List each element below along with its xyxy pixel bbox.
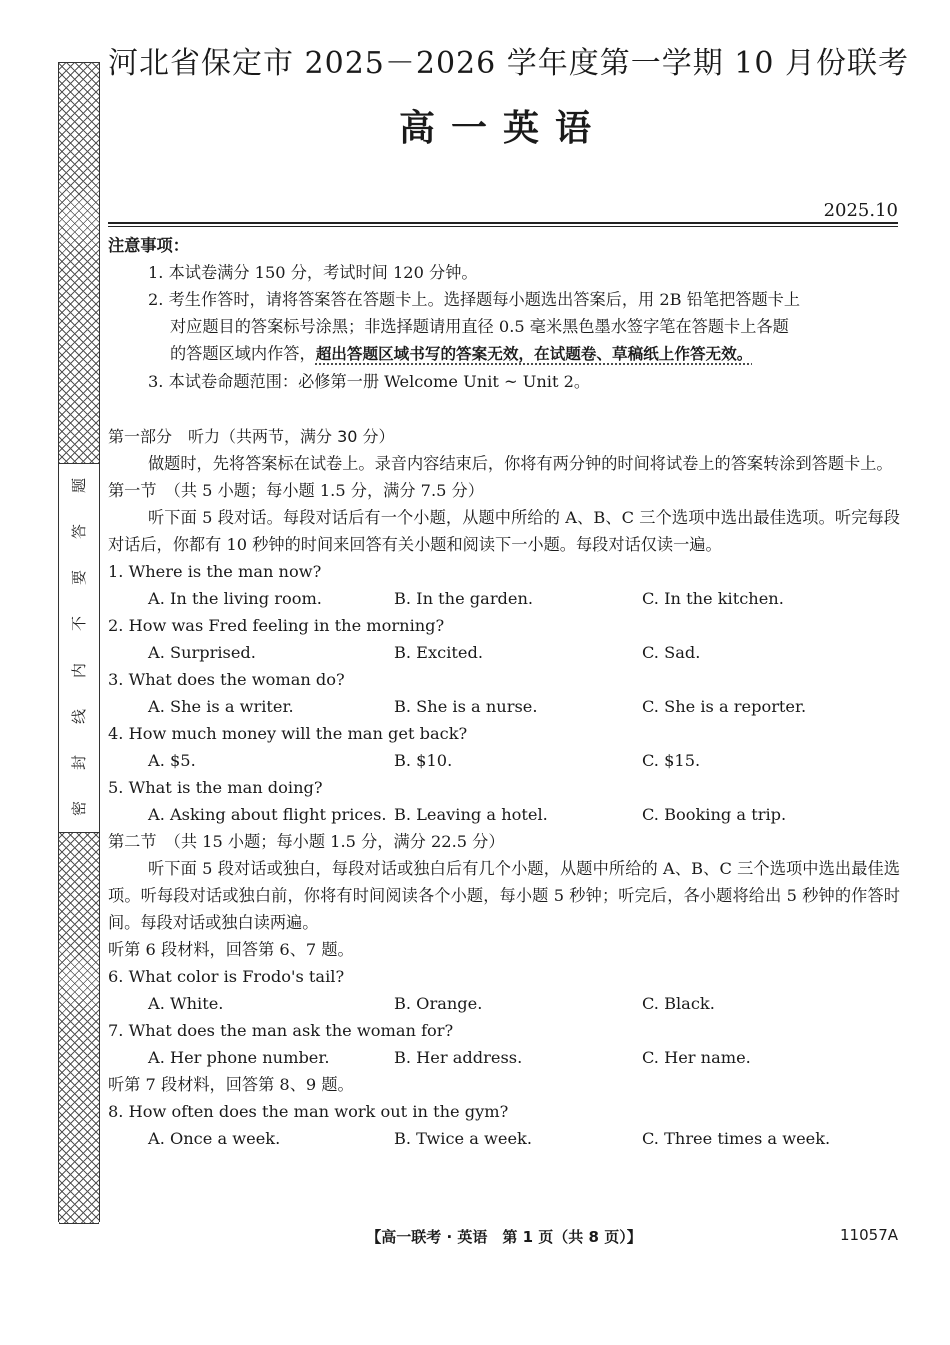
footer-page-info: 【高一联考 · 英语 第 1 页（共 8 页）】 [366,1228,642,1246]
question-stem: 5. What is the man doing? [108,778,323,797]
question-options [108,585,900,612]
decorative-pattern-bottom [59,832,99,1224]
part1-title: 第一部分 听力（共两节，满分 30 分） [108,427,395,446]
notice-item-3: 3. 本试卷命题范围：必修第一册 Welcome Unit ~ Unit 2。 [148,372,591,391]
option-b: B. Orange. [394,994,483,1013]
question-options [108,747,900,774]
option-a: A. Once a week. [148,1129,281,1148]
decorative-pattern-top [59,62,99,464]
exam-date: 2025.10 [823,200,898,221]
option-a: A. $5. [148,751,196,770]
seal-char: 要 [70,570,89,586]
option-b: B. Her address. [394,1048,523,1067]
section2-title: 第二节 （共 15 小题；每小题 1.5 分，满分 22.5 分） [108,832,505,851]
notice-text: 的答题区域内作答， [170,344,316,363]
seal-line-text [59,462,99,832]
option-c: C. In the kitchen. [642,589,784,608]
seal-char: 线 [70,708,89,724]
spacer [108,395,900,423]
section2-intro: 听下面 5 段对话或独白，每段对话或独白后有几个小题，从题中所给的 A、B、C 三个选项中选出最佳选项。听每段对话或独白前，你将有时间阅读各个小题，每小题 5 秒钟；听完后，各小题将给出 5 秒钟的作答时间。每段对话或独白读两遍。 [108,859,900,932]
option-b: B. Leaving a hotel. [394,805,548,824]
option-a: A. Surprised. [148,643,256,662]
footer-code: 11057A [840,1226,898,1244]
option-c: C. She is a reporter. [642,697,807,716]
question-stem: 1. Where is the man now? [108,562,322,581]
section1-title: 第一节 （共 5 小题；每小题 1.5 分，满分 7.5 分） [108,481,484,500]
question-stem: 7. What does the man ask the woman for? [108,1021,454,1040]
page-footer [108,1226,900,1250]
option-b: B. Excited. [394,643,483,662]
option-a: A. White. [148,994,224,1013]
notice-heading: 注意事项： [108,236,189,255]
option-c: C. $15. [642,751,701,770]
notice-item-1: 1. 本试卷满分 150 分，考试时间 120 分钟。 [148,263,478,282]
seal-char: 密 [70,801,89,817]
section1-intro: 听下面 5 段对话。每段对话后有一个小题，从题中所给的 A、B、C 三个选项中选出最佳选项。听完每段对话后，你都有 10 秒钟的时间来回答有关小题和阅读下一小题。每段对话仅读一遍。 [108,508,900,554]
question-options [108,990,900,1017]
option-b: B. Twice a week. [394,1129,532,1148]
header-rule-thin [108,226,898,227]
subject-title: 高一英语 [398,108,607,149]
notice-item-2-line1: 2. 考生作答时，请将答案答在答题卡上。选择题每小题选出答案后，用 2B 铅笔把答题卡上 [148,290,801,309]
option-c: C. Booking a trip. [642,805,787,824]
option-b: B. $10. [394,751,453,770]
binding-margin [58,62,100,1222]
seal-char: 内 [70,662,89,678]
notice-item-2-line2: 对应题目的答案标号涂黑；非选择题请用直径 0.5 毫米黑色墨水签字笔在答题卡上各题 [170,317,789,336]
header-rule [108,222,898,224]
page-content [108,232,900,1152]
seal-char: 封 [70,755,89,771]
option-c: C. Black. [642,994,715,1013]
option-c: C. Her name. [642,1048,751,1067]
question-stem: 4. How much money will the man get back? [108,724,468,743]
question-stem: 8. How often does the man work out in the gym? [108,1102,509,1121]
option-a: A. She is a writer. [148,697,294,716]
question-options [108,1044,900,1071]
option-c: C. Three times a week. [642,1129,831,1148]
seal-char: 题 [70,477,89,493]
option-a: A. Her phone number. [148,1048,330,1067]
question-stem: 3. What does the woman do? [108,670,345,689]
option-b: B. She is a nurse. [394,697,538,716]
notice-emphasis: 超出答题区域书写的答案无效，在试题卷、草稿纸上作答无效。 [315,345,753,363]
material-6-instruction: 听第 6 段材料，回答第 6、7 题。 [108,940,354,959]
question-options [108,1125,900,1152]
question-stem: 6. What color is Frodo's tail? [108,967,345,986]
part1-intro: 做题时，先将答案标在试卷上。录音内容结束后，你将有两分钟的时间将试卷上的答案转涂到答题卡上。 [148,454,893,473]
option-a: A. In the living room. [148,589,322,608]
seal-char: 不 [70,616,89,632]
option-b: B. In the garden. [394,589,534,608]
exam-title: 河北省保定市 2025－2026 学年度第一学期 10 月份联考 [108,46,910,81]
question-options [108,639,900,666]
question-stem: 2. How was Fred feeling in the morning? [108,616,445,635]
question-options [108,801,900,828]
material-7-instruction: 听第 7 段材料，回答第 8、9 题。 [108,1075,354,1094]
option-c: C. Sad. [642,643,701,662]
option-a: A. Asking about flight prices. [148,805,387,824]
question-options [108,693,900,720]
seal-char: 答 [70,523,89,539]
notice-item-2-line3 [108,340,900,368]
